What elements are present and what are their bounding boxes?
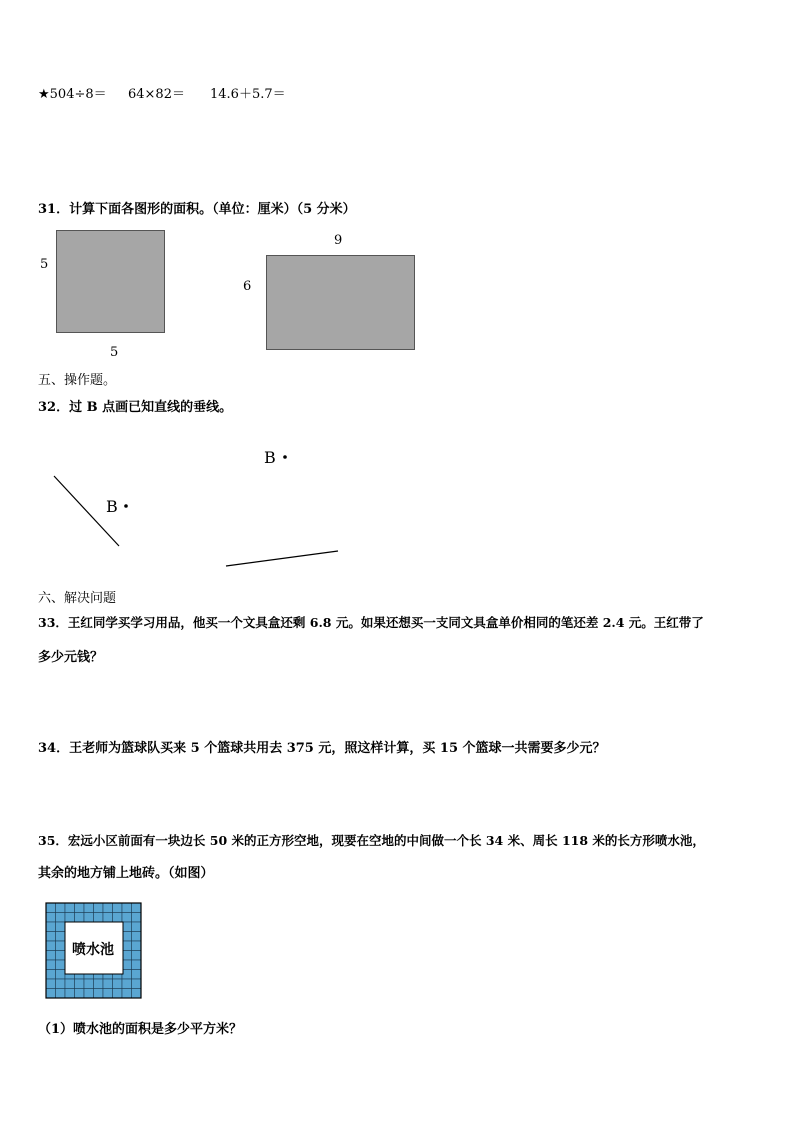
tile — [56, 951, 66, 961]
section-6-heading: 六、解决问题 — [38, 591, 117, 606]
rectangle-top-label: 9 — [334, 233, 343, 248]
point-b-1-label: B — [106, 497, 118, 516]
tile — [94, 979, 104, 989]
tile — [132, 960, 142, 970]
tile — [75, 903, 85, 913]
question-32: 32．过 B 点画已知直线的垂线。 — [38, 400, 233, 415]
tile — [46, 951, 56, 961]
tile — [132, 970, 142, 980]
point-b-2-label: B — [264, 448, 276, 467]
tile — [56, 903, 66, 913]
question-31: 31．计算下面各图形的面积。（单位：厘米）（5 分米） — [38, 202, 356, 217]
tile — [46, 941, 56, 951]
tile — [46, 979, 56, 989]
question-35-line-2: 其余的地方铺上地砖。（如图） — [38, 866, 214, 881]
tile — [46, 960, 56, 970]
tile — [122, 989, 132, 999]
square-bottom-label: 5 — [110, 345, 119, 360]
tile — [122, 913, 132, 923]
tile — [113, 979, 123, 989]
tile — [65, 903, 75, 913]
tile — [75, 913, 85, 923]
tile — [46, 903, 56, 913]
tile — [65, 979, 75, 989]
tile — [103, 989, 113, 999]
tile — [103, 979, 113, 989]
tile — [46, 913, 56, 923]
tile — [84, 989, 94, 999]
tile — [46, 922, 56, 932]
tile — [56, 932, 66, 942]
tile — [132, 979, 142, 989]
tile — [84, 979, 94, 989]
equation-2: 64×82＝ — [128, 87, 185, 102]
tile — [113, 989, 123, 999]
tile — [46, 989, 56, 999]
question-33-line-2: 多少元钱？ — [38, 650, 104, 665]
tile — [132, 913, 142, 923]
question-35-line-1: 35．宏远小区前面有一块边长 50 米的正方形空地，现要在空地的中间做一个长 34 米、周长 118 米的长方形喷水池， — [38, 833, 705, 848]
tile — [113, 903, 123, 913]
tile — [56, 922, 66, 932]
tile — [94, 989, 104, 999]
tile — [84, 903, 94, 913]
tile — [75, 979, 85, 989]
tile — [132, 989, 142, 999]
tile — [56, 913, 66, 923]
section-5-heading: 五、操作题。 — [38, 373, 117, 388]
tile — [103, 903, 113, 913]
tile — [132, 941, 142, 951]
tile — [84, 913, 94, 923]
question-33-line-1: 33．王红同学买学习用品，他买一个文具盒还剩 6.8 元。如果还想买一支同文具盒单价相同的笔还差 2.4 元。王红带了 — [38, 615, 704, 630]
tile — [103, 913, 113, 923]
equation-3: 14.6＋5.7＝ — [210, 87, 286, 102]
tile — [46, 932, 56, 942]
tile — [94, 913, 104, 923]
tile — [132, 903, 142, 913]
square-side-label: 5 — [40, 257, 49, 272]
tile — [122, 903, 132, 913]
tile — [75, 989, 85, 999]
question-35-sub-1: （1）喷水池的面积是多少平方米？ — [38, 1022, 243, 1037]
tile — [132, 932, 142, 942]
tile — [56, 970, 66, 980]
tile — [56, 960, 66, 970]
tile — [65, 913, 75, 923]
fountain-label: 喷水池 — [72, 942, 114, 958]
tile — [56, 989, 66, 999]
tile — [132, 922, 142, 932]
tile — [65, 989, 75, 999]
tile — [132, 951, 142, 961]
tile — [56, 941, 66, 951]
rectangle-left-label: 6 — [243, 279, 252, 294]
tile — [113, 913, 123, 923]
tile — [46, 970, 56, 980]
tile — [94, 903, 104, 913]
tile — [122, 979, 132, 989]
tile — [56, 979, 66, 989]
equation-1: ★504÷8＝ — [38, 87, 107, 102]
question-34: 34．王老师为篮球队买来 5 个篮球共用去 375 元，照这样计算，买 15 个篮球一共需要多少元？ — [38, 741, 606, 756]
